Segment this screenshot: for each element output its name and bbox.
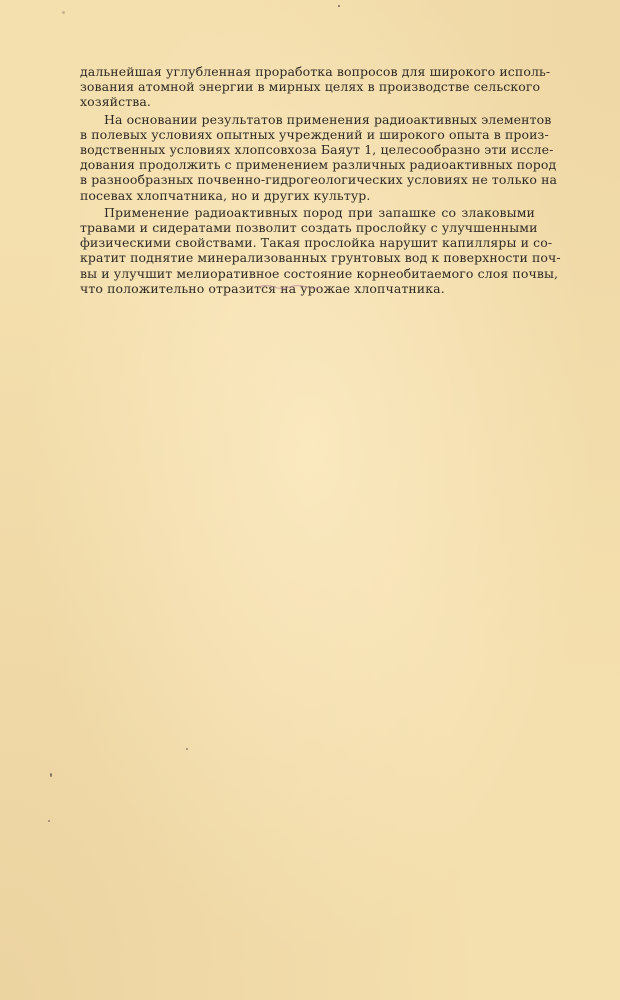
text-line: хозяйства. <box>80 94 151 110</box>
body-text <box>80 64 561 296</box>
text-line: водственных условиях хлопсовхоза Баяут 1, целесообразно эти иссле- <box>80 142 554 158</box>
paragraph-1 <box>80 64 551 110</box>
scan-speck <box>50 773 52 777</box>
text-line: дальнейшая углубленная проработка вопросов для широкого исполь- <box>80 64 551 79</box>
paragraph-2 <box>80 111 558 203</box>
scan-speck <box>338 5 340 7</box>
scan-speck <box>186 748 188 750</box>
faint-stamp-mark <box>256 283 322 291</box>
text-line: в полевых условиях опытных учреждений и широкого опыта в произ- <box>80 126 549 142</box>
text-line: кратит поднятие минерализованных грунтовых вод к поверхности поч- <box>80 250 561 266</box>
text-line: вы и улучшит мелиоративное состояние корнеобитаемого слоя почвы, <box>80 265 559 281</box>
text-line: посевах хлопчатника, но и других культур. <box>80 187 371 203</box>
text-line: На основании результатов применения радиоактивных элементов <box>104 111 552 127</box>
scan-speck <box>62 11 65 14</box>
text-line: зования атомной энергии в мирных целях в производстве сельского <box>80 79 541 95</box>
text-line: дования продолжить с применением различных радиоактивных пород <box>80 157 557 173</box>
text-line: в разнообразных почвенно-гидрогеологических условиях не только на <box>80 172 558 188</box>
text-line: физическими свойствами. Такая прослойка нарушит капилляры и со- <box>80 235 553 251</box>
text-line: Применение радиоактивных пород при запашке со злаковыми <box>104 204 535 220</box>
scan-speck <box>48 820 50 822</box>
text-line: что положительно отразится на урожае хлопчатника. <box>80 280 445 296</box>
text-line: травами и сидератами позволит создать прослойку с улучшенными <box>80 220 538 236</box>
